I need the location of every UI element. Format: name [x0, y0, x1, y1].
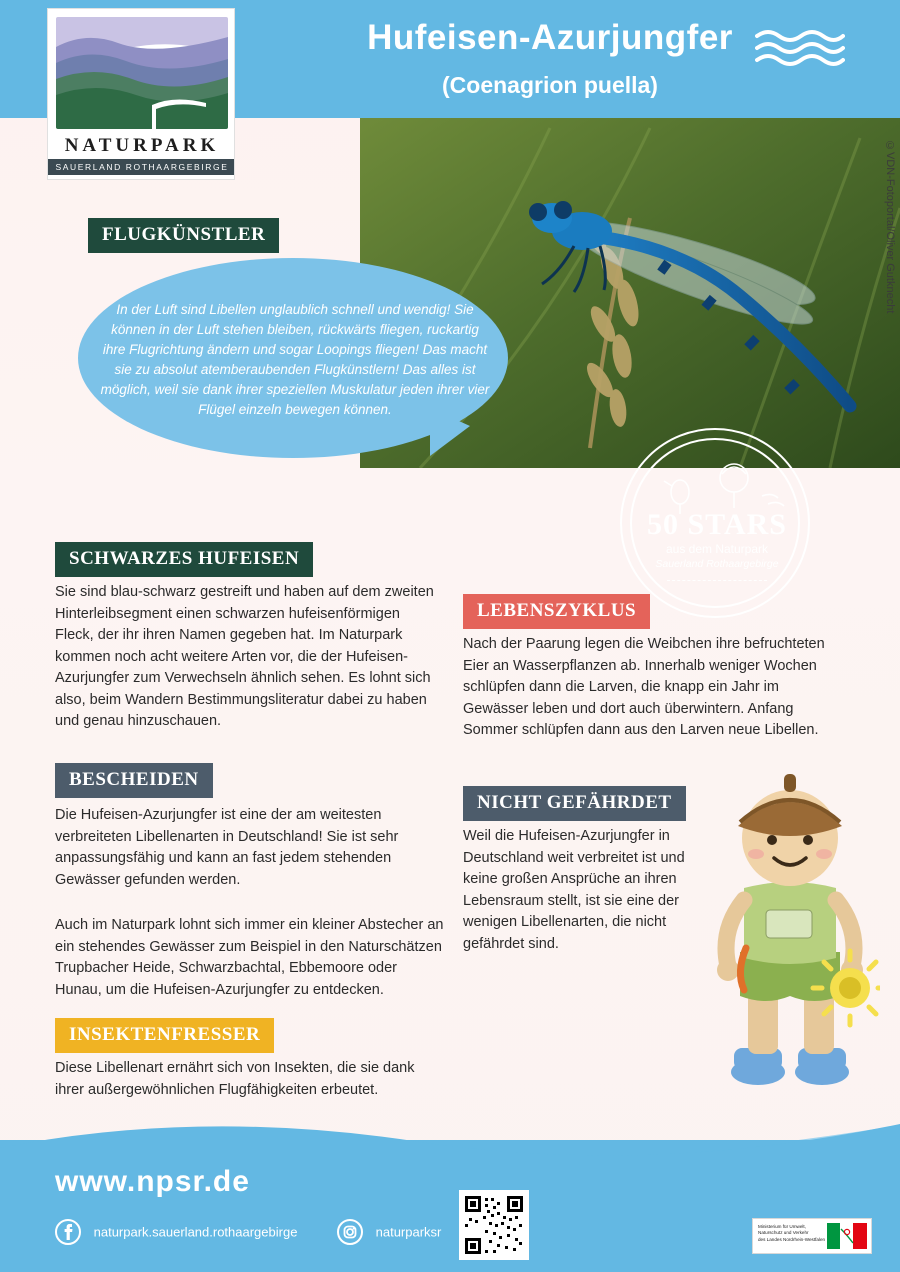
facebook-link[interactable] — [55, 1219, 297, 1245]
heading-insektenfresser: INSEKTENFRESSER — [55, 1018, 274, 1053]
logo-name: NATURPARK — [64, 135, 220, 156]
heading-bescheiden: BESCHEIDEN — [55, 763, 213, 798]
instagram-link[interactable] — [337, 1219, 441, 1245]
page-subtitle: (Coenagrion puella) — [442, 72, 658, 98]
text-lebenszyklus: Nach der Paarung legen die Weibchen ihre befruchteten Eier an Wasserpflanzen ab. Innerhalb weniger Wochen schlüpfen dann die Larven, die knapp ein Jahr im Gewässer leben und dort auch überwintern. Anfang Sommer schlüpfen dann aus den Larven neue Libellen. — [463, 636, 825, 738]
stamp-line-1: 50 STARS — [647, 508, 787, 541]
heading-flugkuenstler: FLUGKÜNSTLER — [88, 218, 279, 253]
heading-nicht-gefaehrdet: NICHT GEFÄHRDET — [463, 786, 686, 821]
text-nicht-gefaehrdet: Weil die Hufeisen-Azurjungfer in Deutschland weit verbreitet ist und keine großen Ansprüche an ihren Lebensraum stellt, ist sie eine der wenigen Libellenarten, die nicht gefährdet sind. — [463, 828, 685, 952]
text-bescheiden-2: Auch im Naturpark lohnt sich immer ein kleiner Abstecher an ein stehendes Gewässer zum Beispiel in den Naturschätzen Trupbacher Heide, Schwarzbachtal, Ebbemoore oder Hunau, um die Hufeisen-Azurjungfer zu entdecken. — [55, 917, 444, 998]
logo-landscape-illustration — [56, 17, 228, 129]
text-schwarzes-hufeisen: Sie sind blau-schwarz gestreift und haben auf dem zweiten Hinterleibsegment einen schwarzen hufeisenförmigen Fleck, der ihr ihren Namen gegeben hat. Im Naturpark kommen noch acht weitere Arten vor, die der Hufeisen-Azurjungfer zum Verwechseln ähnlich sehen. Es lohnt sich also, beim Wandern Bestimmungsliteratur dabei zu haben und genau hinzuschauen. — [55, 584, 434, 729]
footer-top-wave — [0, 1118, 900, 1158]
logo-region: SAUERLAND ROTHAARGEBIRGE — [48, 159, 235, 175]
naturpark-logo — [47, 8, 235, 180]
wave-lines-icon — [755, 28, 845, 70]
facebook-handle: naturpark.sauerland.rothaargebirge — [93, 1224, 298, 1240]
text-insektenfresser: Diese Libellenart ernährt sich von Insekten, die sie dank ihrer außergewöhnlichen Flugfähigkeiten erbeutet. — [55, 1060, 415, 1098]
stamp-line-3: Sauerland Rothaargebirge — [655, 558, 779, 570]
text-bescheiden-1: Die Hufeisen-Azurjungfer ist eine der am weitesten verbreiteten Libellenarten in Deutschland! Sie ist sehr anpassungsfähig und kann an fast jedem stehenden Gewässer gefunden werden. — [55, 807, 399, 888]
acorn-mascot — [700, 760, 880, 1090]
heading-schwarzes-hufeisen: SCHWARZES HUFEISEN — [55, 542, 313, 577]
50-stars-stamp — [620, 428, 810, 618]
ministry-line-1: Ministerium für Umwelt, — [758, 1224, 806, 1229]
photo-credit: ©VDN-Fotoportal/Oliver Gutknecht — [884, 140, 896, 314]
nrw-flag-icon — [827, 1223, 867, 1249]
stamp-divider — [667, 580, 767, 581]
speech-bubble-text: In der Luft sind Libellen unglaublich schnell und wendig! Sie können in der Luft stehen bleiben, rückwärts fliegen, ruckartig ihre Flugrichtung ändern und sogar Loopings fliegen! Das macht sie zu absolut atemberaubenden Flugkünstlern! Das alles ist möglich, weil sie dank ihrer speziellen Muskulatur jeden ihrer vier Flügel einzeln bewegen können. — [100, 302, 490, 417]
heading-lebenszyklus: LEBENSZYKLUS — [463, 594, 650, 629]
facebook-icon — [55, 1219, 81, 1245]
qr-code[interactable] — [459, 1190, 529, 1260]
ministry-line-3: des Landes Nordrhein-Westfalen — [758, 1236, 826, 1242]
stamp-line-2: aus dem Naturpark — [665, 542, 769, 556]
instagram-handle: naturparksr — [375, 1224, 442, 1240]
instagram-icon — [337, 1219, 363, 1245]
ministry-logo — [752, 1218, 872, 1254]
ministry-line-2: Naturschutz und Verkehr — [758, 1230, 809, 1236]
website-url[interactable]: www.npsr.de — [55, 1165, 250, 1198]
page-title: Hufeisen-Azurjungfer — [367, 18, 733, 57]
